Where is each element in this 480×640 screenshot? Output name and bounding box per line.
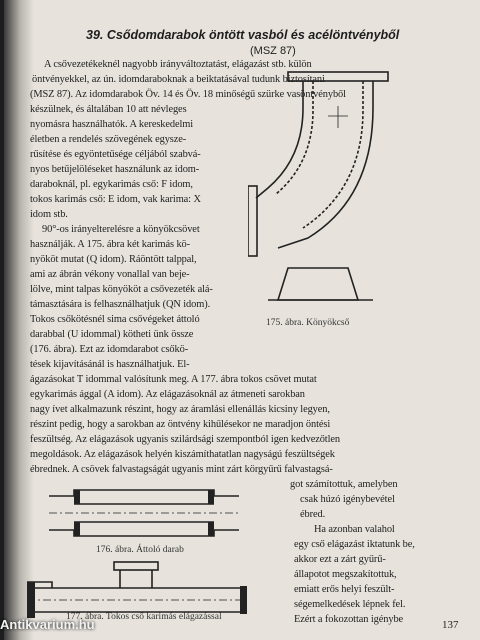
section-title: 39. Csődomdarabok öntött vasból és acélöntvényből [86, 28, 400, 42]
text-line: (MSZ 87). Az idomdarabok Öv. 14 és Öv. 18 minőségű szürke vasöntvényből [30, 89, 346, 100]
text-line: got számítottuk, amelyben [290, 479, 398, 490]
text-line: részint pedig, hogy a sarokban az öntvény kihűlésekor ne maradjon öntési [30, 419, 331, 430]
text-line: A csővezetékeknél nagyobb irányváltoztatást, elágazást stb. külön [44, 59, 312, 70]
text-line: állapotot megszakítottuk, [294, 569, 397, 580]
text-line: daraboknál, pl. egykarimás cső: F idom, [30, 179, 193, 190]
text-line: támasztására is felhasználhatjuk (QN idom). [30, 299, 211, 310]
figure-175-elbow-pipe [248, 68, 408, 318]
text-line: ami az ábrán vékony vonallal van beje- [30, 269, 190, 280]
text-line: ségemelkedések lépnek fel. [294, 599, 406, 610]
figure-177-caption: 177. ábra. Tokos cső karimás elágazással [66, 612, 222, 622]
watermark: Antikvarium.hu [0, 617, 95, 632]
text-line: nagy ívet alkalmazunk részint, hogy az áramlási ellenállás kicsiny legyen, [30, 404, 330, 415]
text-line: emiatt erős helyi feszült- [294, 584, 395, 595]
figure-175-caption: 175. ábra. Könyökcső [266, 318, 350, 328]
text-line: darabbal (U idommal) kötheti ünk össze [30, 329, 194, 340]
figure-176-caption: 176. ábra. Áttoló darab [96, 545, 184, 555]
text-line: nyomásra használhatók. A kereskedelmi [30, 119, 194, 130]
text-line: (176. ábra). Ezt az idomdarabot csőkö- [30, 344, 189, 355]
figure-176-sleeve [44, 482, 244, 544]
text-line: tokos karimás cső: E idom, vak karima: X [30, 194, 201, 205]
text-line: akkor ezt a zárt gyűrű- [294, 554, 386, 565]
section-subtitle: (MSZ 87) [250, 45, 296, 57]
text-line: Ezért a fokozottan igénybe [294, 614, 404, 625]
text-line: egykarimás ággal (A idom). Az elágazásoknál az átmeneti sarokban [30, 389, 305, 400]
text-line: nyos betűjelöléseket használunk az idom- [30, 164, 200, 175]
text-line: Tokos csőkötésnél sima csővégeket áttoló [30, 314, 200, 325]
text-line: készülnek, és általában 10 att névleges [30, 104, 187, 115]
text-line: nyököt mutat (Q idom). Ráöntött talppal, [30, 254, 197, 265]
text-line: használják. A 175. ábra két karimás kö- [30, 239, 190, 250]
text-line: lölve, mint talpas könyököt a csővezeték alá- [30, 284, 213, 295]
text-line: feszültség. Az elágazások ugyanis szilárdsági szempontból igen kedvezőtlen [30, 434, 340, 445]
text-line: idom stb. [30, 209, 68, 220]
text-line: ébrednek. A csövek falvastagságát ugyanis mint zárt körgyűrű falvastagsá- [30, 464, 333, 475]
text-line: ágazásokat T idommal valósítunk meg. A 177. ábra tokos csövet mutat [30, 374, 317, 385]
book-page [4, 0, 480, 640]
text-line: megoldások. Az elágazások helyén kiszámíthatatlan nagyságú feszültségek [30, 449, 335, 460]
text-line: tések kijavításánál is használhatjuk. El- [30, 359, 190, 370]
text-line: rűsítése és egyöntetűsége céljából szabvá- [30, 149, 201, 160]
text-line: életben a rendelés szövegének egysze- [30, 134, 187, 145]
text-line: öntvényekkel, az ún. idomdaraboknak a beiktatásával tudunk biztosítani [32, 74, 325, 85]
text-line: egy cső elágazást iktatunk be, [294, 539, 415, 550]
page-number: 137 [442, 619, 459, 631]
figure-177-tee-pipe [22, 560, 252, 620]
text-line: Ha azonban valahol [314, 524, 395, 535]
text-line: 90°-os irányelterelésre a könyökcsövet [42, 224, 200, 235]
text-line: ébred. [300, 509, 326, 520]
text-line: csak húzó igénybevétel [300, 494, 395, 505]
